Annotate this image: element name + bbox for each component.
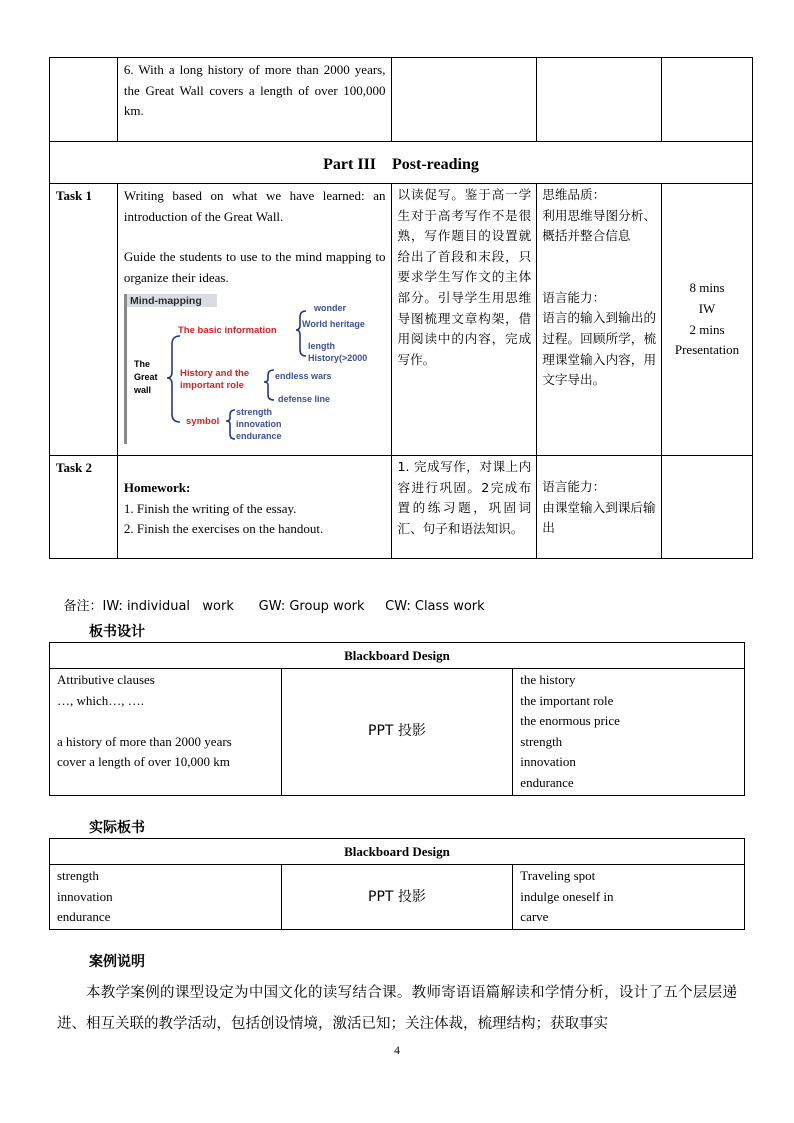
task1-purpose: 以读促写。鉴于高一学生对于高考写作不是很熟，写作题目的设置就给出了首段和末段，只要求学生写作文的主体部分。引导学生用思维导图梳理文章构架，借用阅读中的内容，完成写作。 [397,187,532,367]
actual-board-heading: 实际板书 [89,820,145,836]
mind-map-bar [124,294,127,444]
mm-bracket-symbol [226,410,235,439]
table-row-task1 [50,184,753,456]
mm-center-1: The [133,359,150,369]
note-text: 备注：IW: individual work GW: Group work CW: Class work [63,599,485,614]
mm-basic-item-4: History(>2000 [307,353,368,363]
mm-bracket-history [264,370,274,400]
mm-center-2: Great [133,372,158,382]
task1-time-cell [662,184,753,456]
task2-purpose-cell [392,456,537,559]
board-middle-cell [281,669,513,796]
mm-basic-item-1: wonder [313,303,346,313]
mm-history-item-2: defense line [277,394,330,404]
task2-ability-text: 由课堂输入到课后输出 [542,499,656,536]
case-heading: 案例说明 [89,954,145,970]
task1-content [117,184,392,456]
board-left-4: a history of more than 2000 years [57,733,232,749]
task2-content [117,456,392,559]
task1-purpose-cell [392,184,537,456]
board-left-1: Attributive clauses [57,672,155,687]
actual-right-cell [513,865,745,930]
mm-bracket-basic [296,311,306,356]
cell-empty [662,58,753,142]
page-number: 4 [394,1043,400,1057]
task2-label: Task 2 [50,456,118,559]
actual-left-cell [50,865,282,930]
task2-ability-cell [537,456,662,559]
note-line [57,581,485,618]
actual-board-title: Blackboard Design [50,839,745,865]
actual-left-3: endurance [57,909,111,925]
board-middle: PPT 投影 [368,723,426,740]
sentence-text: 6. With a long history of more than 2000 years, the Great Wall covers a length of over 100,000 km. [123,62,386,119]
board-left-2: …, which…, …. [57,692,145,708]
table-row [50,643,745,669]
mm-basic: The basic information [177,325,277,336]
actual-board-table [49,838,745,930]
board-right-1: the history [520,672,576,687]
mm-history-item-1: endless wars [274,371,332,381]
board-left-3 [57,711,274,732]
mm-bracket-main [167,336,180,422]
mm-basic-item-2: World heritage [301,319,365,329]
task2-ability-title: 语言能力： [542,479,606,494]
board-right-2: the important role [520,692,614,708]
board-left-cell [50,669,282,796]
lesson-table [49,57,753,559]
task1-ability-cell [537,184,662,456]
mm-center-3: wall [133,385,151,395]
actual-left-2: innovation [57,888,113,904]
actual-left-1: strength [57,868,99,883]
board-left-5: cover a length of over 10,000 km [57,754,230,770]
task1-line2: Guide the students to use to the mind mapping to organize their ideas. [123,249,386,285]
mm-symbol-item-1: strength [235,407,272,417]
actual-middle-cell [281,865,513,930]
cell-empty [537,58,662,142]
mind-map-diagram [124,294,386,446]
cell-empty [392,58,537,142]
mm-symbol-item-3: endurance [235,431,282,441]
homework-item-2: 2. Finish the exercises on the handout. [123,521,324,537]
task1-line1: Writing based on what we have learned: an introduction of the Great Wall. [123,188,386,224]
task2-purpose: 1. 完成写作，对课上内容进行巩固。2完成布置的练习题，巩固词汇、句子和语法知识。 [397,459,532,536]
mm-history-1: History and the [179,368,250,379]
board-design-table [49,642,745,796]
board-right-3: the enormous price [520,713,620,729]
board-design-title: Blackboard Design [50,643,745,669]
homework-item-1: 1. Finish the writing of the essay. [123,500,297,516]
mind-map-title: Mind-mapping [129,295,202,307]
part-title: Part III Post-reading [50,142,753,184]
table-row [50,865,745,930]
mm-history-2: important role [179,380,244,391]
mind-map-image [124,294,386,446]
table-row-task2 [50,456,753,559]
board-design-heading: 板书设计 [89,624,145,640]
case-paragraph: 本教学案例的课型设定为中国文化的读写结合课。教师寄语语篇解读和学情分析，设计了五个层层递进、相互关联的教学活动，包括创设情境，激活已知；关注体裁，梳理结构；获取事实 [57,985,737,1032]
board-right-4: strength [520,733,563,749]
task1-time-1: 8 mins [689,280,725,296]
task1-time-2: IW [698,300,716,316]
table-row [50,58,753,142]
board-right-cell [513,669,745,796]
task1-time-3: 2 mins [689,321,725,337]
task1-time-4: Presentation [674,342,740,358]
task1-label: Task 1 [50,184,118,456]
cell-empty [662,456,753,559]
actual-middle: PPT 投影 [368,888,426,905]
homework-title: Homework: [123,480,191,495]
mm-symbol-item-2: innovation [235,419,282,429]
actual-right-2: indulge oneself in [520,888,614,904]
mm-symbol: symbol [185,416,220,427]
table-row [50,669,745,796]
table-row [50,142,753,184]
board-right-5: innovation [520,754,576,770]
cell-sentence [117,58,392,142]
task1-ability-text1: 利用思维导图分析、概括并整合信息 [542,207,657,244]
table-row [50,839,745,865]
task1-ability-title1: 思维品质： [542,187,606,202]
cell-empty [50,58,118,142]
task1-ability-title2: 语言能力： [542,289,606,305]
actual-right-1: Traveling spot [520,868,596,883]
board-right-6: endurance [520,774,574,790]
mm-basic-item-3: length [307,341,335,351]
task1-ability-text2: 语言的输入到输出的过程。回顾所学，梳理课堂输入内容，用文字导出。 [542,310,657,388]
actual-right-3: carve [520,909,549,925]
